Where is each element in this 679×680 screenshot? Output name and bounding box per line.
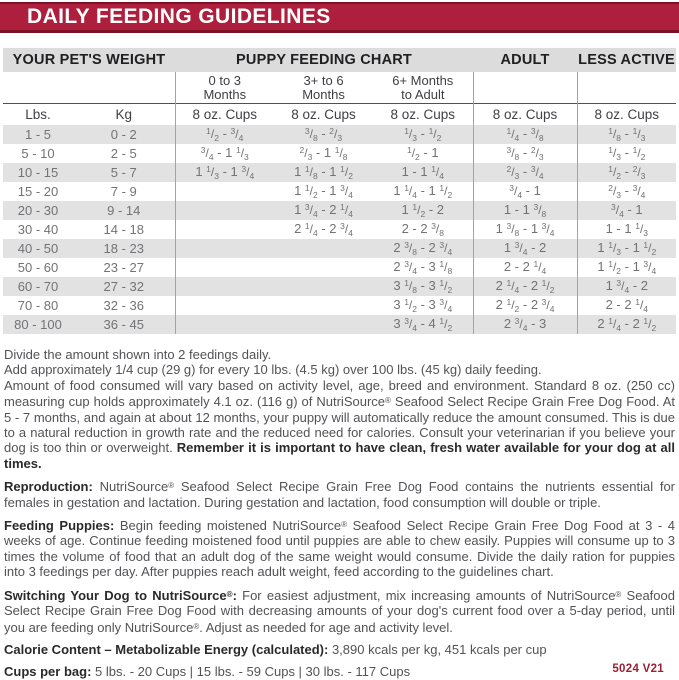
- empty-cell: [577, 72, 676, 104]
- cups-less-active-cell: $^1/_2 - ^2/_3$: [577, 163, 676, 182]
- fraction: $^1/_2$: [404, 297, 417, 314]
- feeding-table-row: [3, 201, 676, 220]
- weight-kg-cell: 14 - 18: [103, 222, 144, 237]
- note-paragraph: Add approximately 1/4 cup (29 g) for every 10 lbs. (4.5 kg) over 100 lbs. (45 kg) daily feeding.: [4, 362, 542, 378]
- col-header-kg: Kg: [73, 104, 175, 126]
- feeding-chart-table: [3, 48, 676, 334]
- cups-3-6-months-cell: [274, 239, 373, 258]
- unit-cups-3-6: 8 oz. Cups: [274, 104, 373, 126]
- note-lead: Calorie Content – Metabolizable Energy (calculated):: [4, 641, 329, 657]
- col-header-lbs: Lbs.: [3, 104, 73, 126]
- cups-6-adult-cell: $^1/_3 - ^1/_2$: [404, 126, 442, 143]
- fraction: $^1/_2$: [206, 126, 219, 143]
- fraction: $^3/_4$: [632, 183, 646, 200]
- cups-less-active-cell: $^1/_3 - ^1/_2$: [577, 144, 676, 163]
- cups-0-3-months-cell: [175, 258, 274, 277]
- note-paragraph: Switching Your Dog to NutriSource®: For easiest adjustment, mix increasing amounts of NutriSource® Seafood Select Recipe Grain Free Dog Food with decreasing amounts of your dog's current food over a 5-day period, until you are feeding only NutriSource®. Adjust as needed for age and activity level.: [4, 587, 675, 635]
- unit-cups-adult: 8 oz. Cups: [473, 104, 577, 126]
- fraction: $^1/_2$: [541, 278, 555, 295]
- unit-cups-0-3: 8 oz. Cups: [175, 104, 274, 126]
- cups-0-3-months-cell: $^1/_2 - ^3/_4$: [175, 125, 274, 144]
- daily-feeding-guidelines-label: [0, 2, 679, 680]
- cups-adult-cell: $^1/_4 - ^3/_8$: [473, 125, 577, 144]
- fraction: $^1/_4$: [304, 221, 318, 238]
- fraction: $^3/_8$: [506, 145, 520, 162]
- fraction: $^1/_2$: [304, 183, 318, 200]
- weight-kg-cell: 2 - 5: [110, 146, 137, 161]
- cups-0-3-months-cell: [175, 239, 274, 258]
- feeding-table-row: [3, 315, 676, 334]
- fraction: $^3/_4$: [643, 259, 657, 276]
- weight-kg-cell: 27 - 32: [103, 279, 144, 294]
- fraction: $^1/_2$: [439, 183, 453, 200]
- cups-6-adult-cell: 1 - 1 $^1/_4$: [401, 164, 444, 181]
- fraction: $^1/_2$: [340, 164, 353, 181]
- fraction: $^3/_4$: [439, 297, 453, 314]
- weight-kg-cell: 9 - 14: [107, 203, 141, 218]
- fraction: $^1/_3$: [235, 145, 249, 162]
- cups-3-6-months-cell: $^3/_8 - ^2/_3$: [304, 126, 343, 143]
- cups-6-adult-cell: 1 $^1/_2 - 2$: [401, 202, 444, 219]
- weight-kg-cell: 23 - 27: [103, 260, 144, 275]
- feeding-table-row: [3, 296, 676, 315]
- fraction: $^1/_2$: [643, 316, 657, 333]
- note-paragraph: Feeding Puppies: Begin feeding moistened NutriSource® Seafood Select Recipe Grain Free Dog Food at 3 - 4 weeks of age. Continue feeding moistened food until puppies are able to chew easily. Puppies will consume up to 3 times the volume of food that an adult dog of the same weight would consume. Divide the daily ration for puppies into 3 feedings per day. After puppies reach adult weight, feed according to the guidelines chart.: [4, 518, 676, 580]
- cups-0-3-months-cell: [175, 277, 274, 296]
- weight-lbs-cell: 20 - 30: [17, 203, 59, 218]
- note-lead: Switching Your Dog to NutriSource®:: [4, 587, 237, 603]
- weight-lbs-cell: 5 - 10: [21, 146, 55, 161]
- cups-6-adult-cell: 2 - 2 $^3/_8$: [401, 221, 444, 238]
- cups-adult-cell: 2 $^3/_4 - 3$: [473, 315, 577, 334]
- age-range-header-row: [3, 72, 676, 104]
- note-bold-tail: Remember it is important to have clean, fresh water available for your dog at all times.: [4, 440, 675, 471]
- weight-kg-cell: 7 - 9: [110, 184, 137, 199]
- fraction: $^1/_2$: [632, 145, 646, 162]
- feeding-table-row: [3, 163, 676, 182]
- cups-0-3-months-cell: [175, 296, 274, 315]
- weight-lbs-cell: 70 - 80: [17, 298, 59, 313]
- weight-kg-cell: 18 - 23: [103, 241, 144, 256]
- cups-6-adult-cell: 3 $^3/_4 - 4$ $^1/_2$: [393, 316, 453, 333]
- fraction: $^1/_8$: [404, 278, 417, 295]
- fraction: $^3/_4$: [514, 240, 528, 257]
- cups-3-6-months-cell: [274, 315, 373, 334]
- column-group-adult: ADULT: [473, 48, 577, 72]
- cups-6-adult-cell: 1 $^1/_4 - 1$ $^1/_2$: [393, 183, 453, 200]
- fraction: $^1/_2$: [439, 316, 453, 333]
- fraction: $^3/_4$: [530, 164, 544, 181]
- fraction: $^1/_4$: [635, 297, 649, 314]
- fraction: $^3/_8$: [506, 221, 520, 238]
- fraction: $^1/_4$: [506, 126, 520, 143]
- unit-cups-less-active: 8 oz. Cups: [577, 104, 676, 126]
- fraction: $^3/_4$: [514, 316, 528, 333]
- weight-kg-cell: 36 - 45: [103, 317, 144, 332]
- fraction: $^3/_8$: [530, 126, 544, 143]
- cups-less-active-cell: 1 $^1/_2 - 1$ $^3/_4$: [577, 258, 676, 277]
- fraction: $^1/_3$: [608, 145, 622, 162]
- weight-lbs-cell: 15 - 20: [17, 184, 59, 199]
- cups-0-3-months-cell: [175, 201, 274, 220]
- note-lead: Cups per bag:: [4, 664, 92, 680]
- feeding-table-row: [3, 258, 676, 277]
- fraction: $^3/_4$: [610, 202, 624, 219]
- cups-less-active-cell: 2 $^1/_4 - 2$ $^1/_2$: [577, 315, 676, 334]
- fraction: $^3/_4$: [509, 183, 523, 200]
- fraction: $^3/_4$: [200, 145, 214, 162]
- fraction: $^1/_4$: [506, 278, 520, 295]
- cups-3-6-months-cell: 1 $^3/_4 - 2$ $^1/_4$: [294, 202, 353, 219]
- fraction: $^1/_3$: [632, 126, 646, 143]
- fraction: $^3/_4$: [616, 278, 630, 295]
- fraction: $^1/_3$: [635, 221, 649, 238]
- note-lead: Feeding Puppies:: [4, 518, 115, 534]
- fraction: $^3/_8$: [431, 221, 444, 238]
- cups-0-3-months-cell: [175, 220, 274, 239]
- feeding-table-row: [3, 182, 676, 201]
- banner: [0, 2, 679, 33]
- fraction: $^2/_3$: [329, 126, 343, 143]
- fraction: $^1/_4$: [533, 259, 547, 276]
- cups-adult-cell: $^2/_3 - ^3/_4$: [473, 163, 577, 182]
- cups-less-active-cell: 1 $^1/_3 - 1$ $^1/_2$: [577, 239, 676, 258]
- fraction: $^1/_4$: [404, 183, 417, 200]
- note-paragraph: Amount of food consumed will vary based on activity level, age, breed and environment. Standard 8 oz. (250 cc) measuring cup holds approximately 4.1 oz. (116 g) of NutriSource® Seafood Select Recipe Grain Free Dog Food. At 5 - 7 months, and again at about 12 months, your puppy will automatically reduce the amount consumed. This is due to a natural reduction in growth rate and the reduced need for calories. Consult your veterinarian if you believe your dog is too thin or overweight. Remember it is important to have clean, fresh water available for your dog at all times.: [4, 377, 675, 471]
- fraction: $^2/_3$: [299, 145, 313, 162]
- feeding-table-row: [3, 239, 676, 258]
- page-title: DAILY FEEDING GUIDELINES: [27, 5, 331, 28]
- cups-3-6-months-cell: 1 $^1/_2 - 1$ $^3/_4$: [294, 183, 353, 200]
- fraction: $^3/_4$: [304, 202, 318, 219]
- weight-lbs-cell: 80 - 100: [14, 317, 62, 332]
- cups-0-3-months-cell: [175, 182, 274, 201]
- note-paragraph: Reproduction: NutriSource® Seafood Select Recipe Grain Free Dog Food contains the nutrients essential for females in gestation and lactation. During gestation and lactation, food consumption will double or triple.: [4, 479, 675, 510]
- cups-3-6-months-cell: $^2/_3 - 1$ $^1/_8$: [299, 145, 348, 162]
- cups-less-active-cell: 1 - 1 $^1/_3$: [577, 220, 676, 239]
- empty-cell: [3, 72, 175, 104]
- note-lead: Reproduction:: [4, 479, 93, 495]
- cups-0-3-months-cell: $^3/_4 - 1$ $^1/_3$: [175, 144, 274, 163]
- cups-less-active-cell: 2 - 2 $^1/_4$: [577, 296, 676, 315]
- fraction: $^1/_2$: [608, 164, 622, 181]
- fraction: $^3/_8$: [404, 240, 417, 257]
- unit-header-row: [3, 104, 676, 126]
- feeding-table-row: [3, 277, 676, 296]
- feeding-table-row: [3, 144, 676, 163]
- weight-lbs-cell: 60 - 70: [17, 279, 59, 294]
- weight-lbs-cell: 10 - 15: [17, 165, 59, 180]
- fraction: $^3/_8$: [304, 126, 318, 143]
- cups-less-active-cell: 1 $^3/_4 - 2$: [577, 277, 676, 296]
- fraction: $^3/_8$: [533, 202, 547, 219]
- fraction: $^3/_4$: [541, 221, 555, 238]
- fraction: $^1/_3$: [608, 240, 622, 257]
- cups-6-adult-cell: 3 $^1/_2 - 3$ $^3/_4$: [393, 297, 453, 314]
- column-group-less-active: LESS ACTIVE: [577, 48, 676, 72]
- product-code: 5024 V21: [612, 663, 664, 675]
- group-header-row: [3, 48, 676, 72]
- fraction: $^1/_4$: [431, 164, 444, 181]
- cups-3-6-months-cell: [274, 296, 373, 315]
- cups-6-adult-cell: $^1/_2 - 1$: [406, 145, 439, 162]
- weight-lbs-cell: 30 - 40: [17, 222, 59, 237]
- cups-3-6-months-cell: 2 $^1/_4 - 2$ $^3/_4$: [294, 221, 353, 238]
- cups-3-6-months-cell: [274, 258, 373, 277]
- fraction: $^1/_8$: [304, 164, 318, 181]
- cups-adult-cell: 1 - 1 $^3/_8$: [473, 201, 577, 220]
- cups-0-3-months-cell: [175, 315, 274, 334]
- fraction: $^1/_2$: [608, 259, 622, 276]
- fraction: $^1/_8$: [334, 145, 348, 162]
- cups-adult-cell: 2 $^1/_4 - 2$ $^1/_2$: [473, 277, 577, 296]
- fraction: $^2/_3$: [608, 183, 622, 200]
- fraction: $^3/_4$: [241, 164, 255, 181]
- feeding-table-row: [3, 125, 676, 144]
- weight-lbs-cell: 1 - 5: [24, 127, 51, 142]
- fraction: $^3/_4$: [340, 221, 353, 238]
- cups-less-active-cell: $^1/_8 - ^1/_3$: [577, 125, 676, 144]
- fraction: $^1/_2$: [412, 202, 426, 219]
- cups-6-adult-cell: 2 $^3/_8 - 2$ $^3/_4$: [393, 240, 453, 257]
- col-header-3-to-6-months: 3+ to 6 Months: [302, 72, 345, 102]
- column-group-pet-weight: YOUR PET'S WEIGHT: [3, 48, 175, 72]
- fraction: $^3/_4$: [439, 240, 453, 257]
- fraction: $^2/_3$: [506, 164, 520, 181]
- cups-0-3-months-cell: 1 $^1/_3 - 1$ $^3/_4$: [175, 163, 274, 182]
- cups-adult-cell: 2 - 2 $^1/_4$: [473, 258, 577, 277]
- col-header-6-months-to-adult: 6+ Months to Adult: [392, 72, 454, 102]
- empty-cell: [473, 72, 577, 104]
- cups-adult-cell: 1 $^3/_8 - 1$ $^3/_4$: [473, 220, 577, 239]
- cups-less-active-cell: $^3/_4 - 1$: [577, 201, 676, 220]
- note-paragraph: Divide the amount shown into 2 feedings daily.: [4, 347, 272, 362]
- fraction: $^1/_3$: [206, 164, 219, 181]
- fraction: $^3/_4$: [541, 297, 555, 314]
- cups-less-active-cell: $^2/_3 - ^3/_4$: [577, 182, 676, 201]
- cups-adult-cell: $^3/_8 - ^2/_3$: [473, 144, 577, 163]
- fraction: $^2/_3$: [530, 145, 544, 162]
- fraction: $^1/_2$: [439, 278, 453, 295]
- cups-6-adult-cell: 3 $^1/_8 - 3$ $^1/_2$: [393, 278, 453, 295]
- note-paragraph: Calorie Content – Metabolizable Energy (calculated): 3,890 kcals per kg, 451 kcals per cup: [4, 641, 547, 657]
- weight-lbs-cell: 50 - 60: [17, 260, 59, 275]
- cups-adult-cell: 2 $^1/_2 - 2$ $^3/_4$: [473, 296, 577, 315]
- cups-6-adult-cell: 2 $^3/_4 - 3$ $^1/_8$: [393, 259, 453, 276]
- fraction: $^1/_4$: [608, 316, 622, 333]
- fraction: $^3/_4$: [340, 183, 353, 200]
- feeding-table-row: [3, 220, 676, 239]
- col-header-0-to-3-months: 0 to 3 Months: [175, 72, 274, 104]
- weight-kg-cell: 0 - 2: [110, 127, 137, 142]
- fraction: $^1/_8$: [608, 126, 622, 143]
- feeding-notes: [4, 347, 675, 680]
- fraction: $^3/_4$: [404, 259, 417, 276]
- fraction: $^1/_2$: [643, 240, 657, 257]
- fraction: $^3/_4$: [230, 126, 244, 143]
- note-paragraph: Cups per bag: 5 lbs. - 20 Cups | 15 lbs. - 59 Cups | 30 lbs. - 117 Cups: [4, 664, 411, 680]
- unit-cups-6-adult: 8 oz. Cups: [373, 104, 473, 126]
- cups-3-6-months-cell: 1 $^1/_8 - 1$ $^1/_2$: [294, 164, 353, 181]
- weight-kg-cell: 32 - 36: [103, 298, 144, 313]
- cups-adult-cell: 1 $^3/_4 - 2$: [473, 239, 577, 258]
- fraction: $^1/_4$: [340, 202, 353, 219]
- fraction: $^1/_3$: [404, 126, 417, 143]
- cups-adult-cell: $^3/_4 - 1$: [473, 182, 577, 201]
- weight-kg-cell: 5 - 7: [110, 165, 137, 180]
- fraction: $^1/_2$: [506, 297, 520, 314]
- fraction: $^3/_4$: [404, 316, 417, 333]
- cups-3-6-months-cell: [274, 277, 373, 296]
- fraction: $^1/_2$: [406, 145, 420, 162]
- weight-lbs-cell: 40 - 50: [17, 241, 59, 256]
- fraction: $^2/_3$: [632, 164, 646, 181]
- fraction: $^1/_2$: [428, 126, 442, 143]
- column-group-puppy-feeding-chart: PUPPY FEEDING CHART: [175, 48, 473, 72]
- fraction: $^1/_8$: [439, 259, 453, 276]
